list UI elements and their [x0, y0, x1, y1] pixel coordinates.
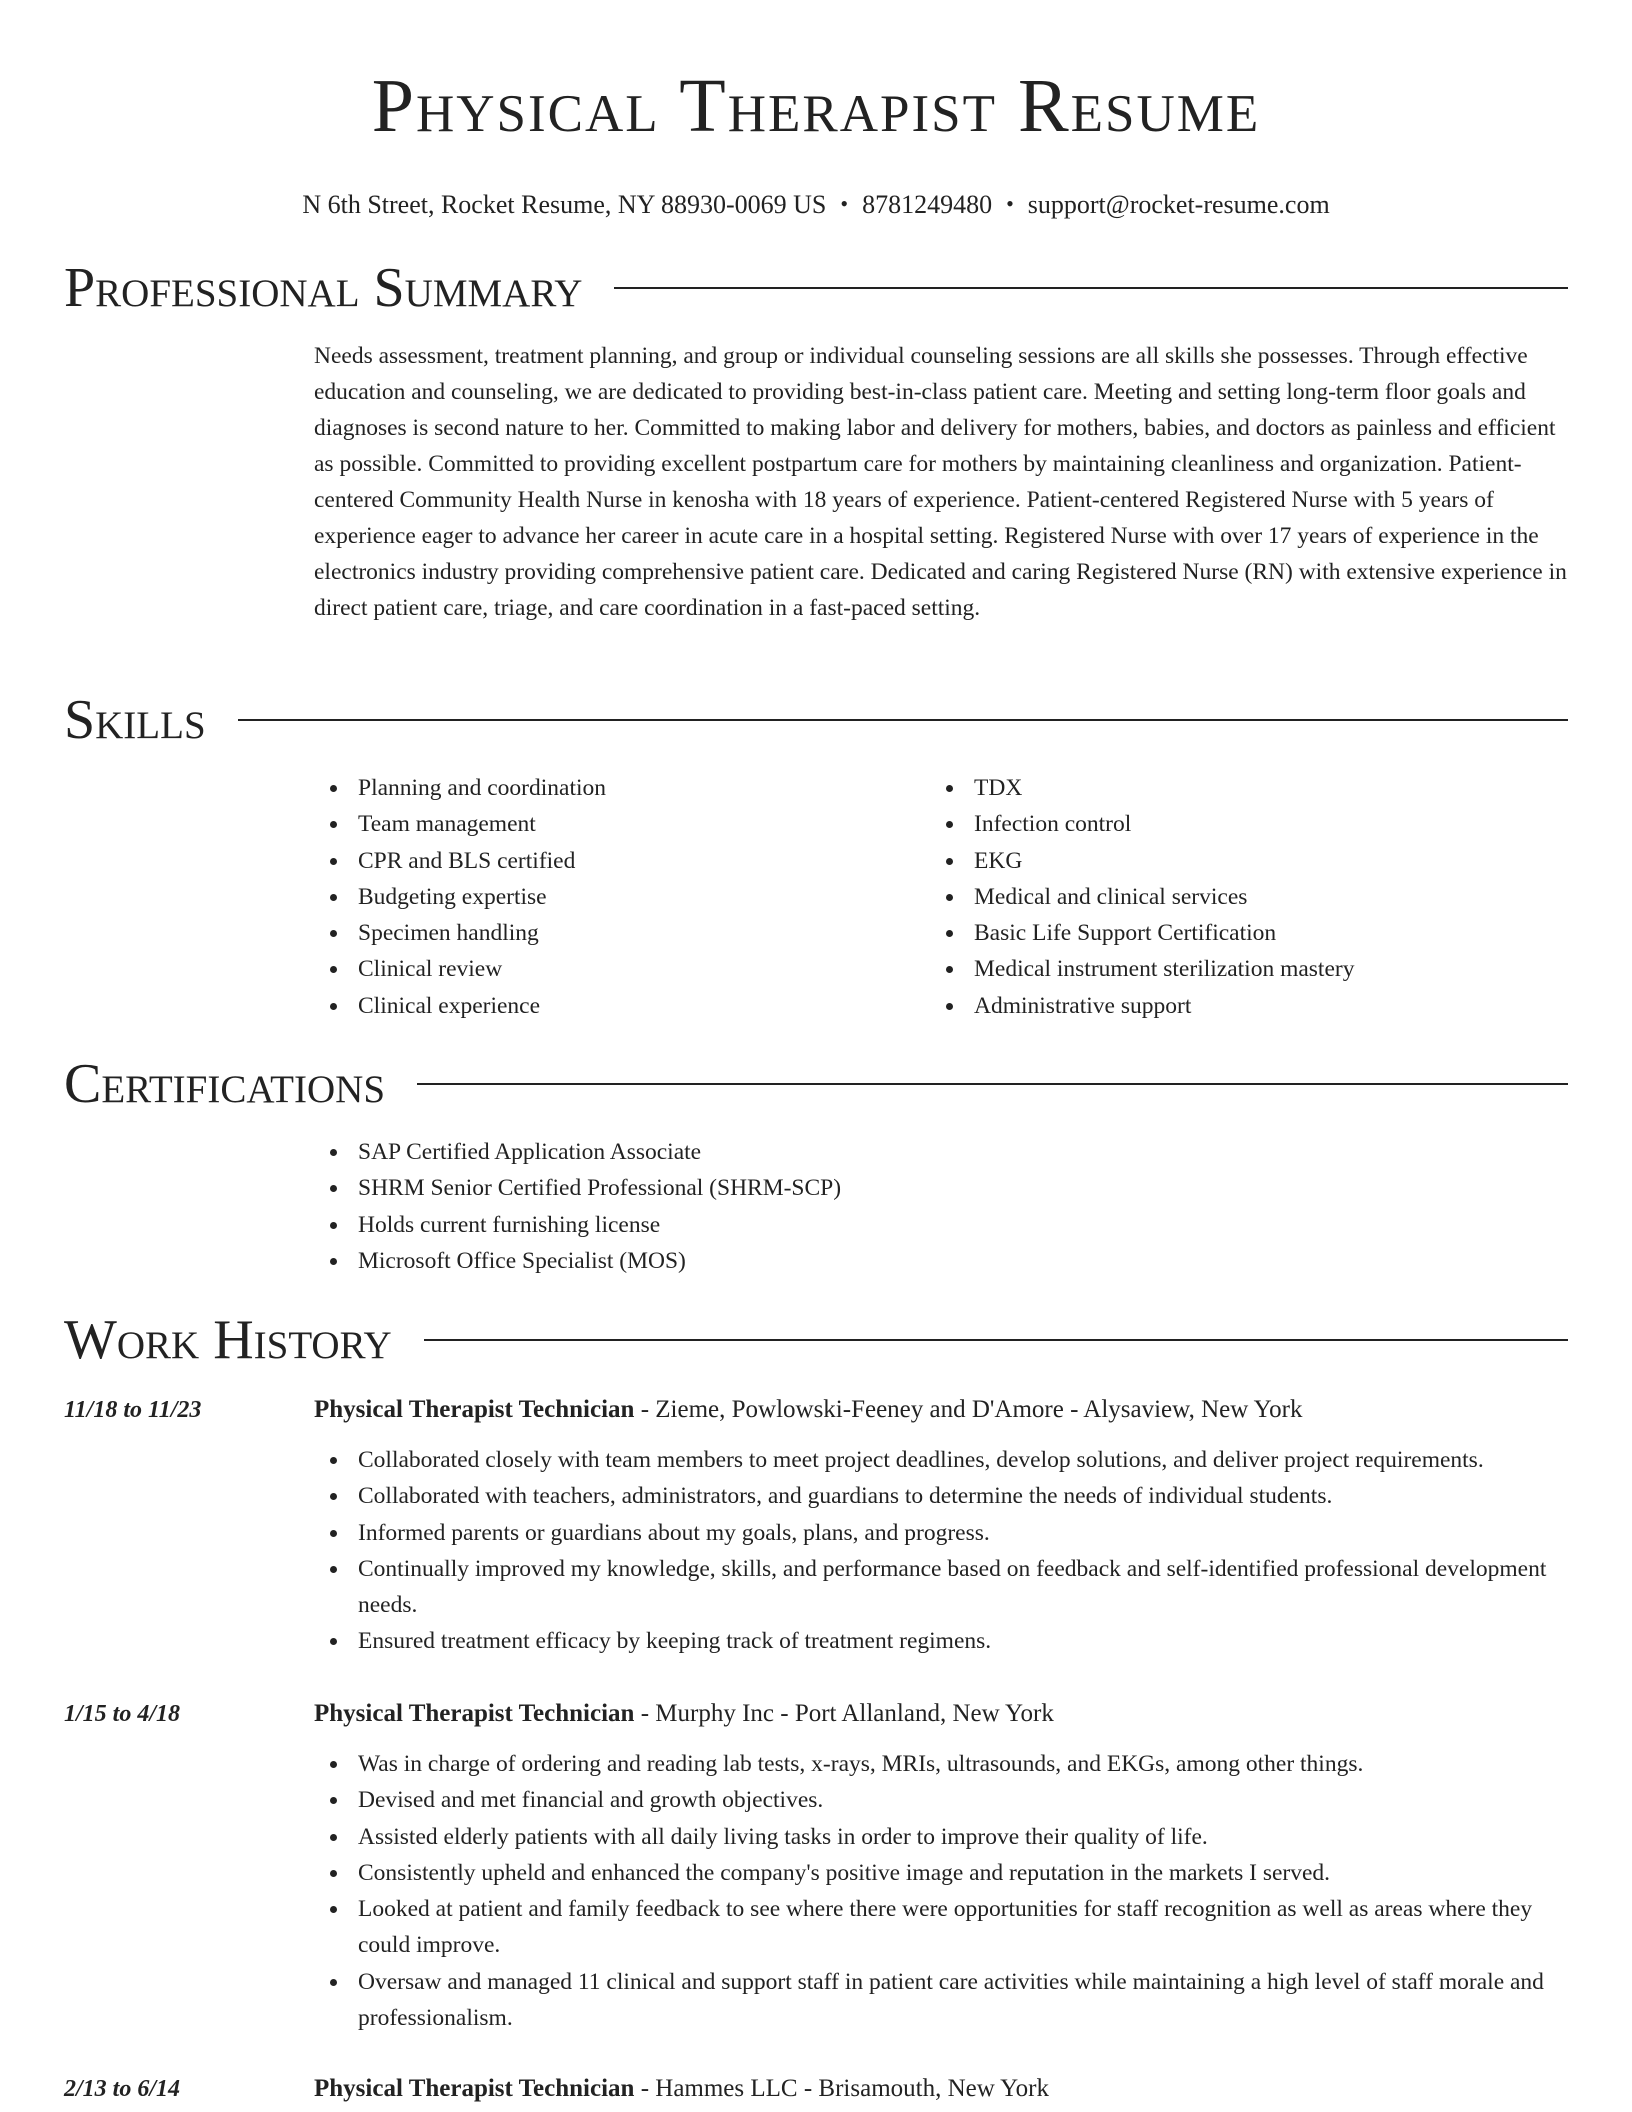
certification-item: SAP Certified Application Associate: [314, 1134, 1568, 1170]
skill-item: CPR and BLS certified: [314, 843, 874, 879]
certifications-heading-text: Certifications: [64, 1053, 386, 1115]
contact-separator: •: [1006, 191, 1014, 216]
job-bullet: Informed parents or guardians about my goals, plans, and progress.: [314, 1515, 1568, 1551]
contact-email: support@rocket-resume.com: [1027, 190, 1330, 219]
certifications-list: [314, 1134, 1568, 1279]
job-title-line: [314, 1392, 1568, 1428]
certification-item: Holds current furnishing license: [314, 1207, 1568, 1243]
contact-address: N 6th Street, Rocket Resume, NY 88930-0069 US: [302, 190, 827, 219]
job-bullet: Consistently upheld and enhanced the company's positive image and reputation in the markets I served.: [314, 1855, 1568, 1891]
section-divider: [614, 287, 1568, 289]
work-history-heading: [64, 1308, 1568, 1372]
job-bullet: Ensured treatment efficacy by keeping track of treatment regimens.: [314, 1623, 1568, 1659]
contact-phone: 8781249480: [862, 190, 993, 219]
job-employer: - Zieme, Powlowski-Feeney and D'Amore - Alysaview, New York: [634, 1396, 1303, 1423]
job-employer: - Hammes LLC - Brisamouth, New York: [634, 2075, 1049, 2102]
section-divider: [238, 719, 1568, 721]
skills-heading-text: Skills: [64, 689, 206, 751]
summary-heading: [64, 256, 1568, 320]
skill-item: Administrative support: [930, 988, 1550, 1024]
skill-item: Clinical experience: [314, 988, 874, 1024]
skill-item: Team management: [314, 806, 874, 842]
skill-item: Basic Life Support Certification: [930, 915, 1550, 951]
summary-heading-text: Professional Summary: [64, 257, 583, 319]
job-dates: 11/18 to 11/23: [64, 1397, 202, 1423]
skill-item: Medical and clinical services: [930, 879, 1550, 915]
skill-item: Medical instrument sterilization mastery: [930, 951, 1550, 987]
section-divider: [424, 1339, 1568, 1341]
certification-item: SHRM Senior Certified Professional (SHRM-SCP): [314, 1170, 1568, 1206]
skills-list-left: [314, 770, 874, 1024]
job-bullet: Collaborated closely with team members to meet project deadlines, develop solutions, and deliver project requirements.: [314, 1442, 1568, 1478]
job-bullet: Assisted elderly patients with all daily living tasks in order to improve their quality of life.: [314, 1819, 1568, 1855]
skills-list-right: [930, 770, 1550, 1024]
job-title: Physical Therapist Technician: [314, 1700, 635, 1727]
job-bullets: [314, 1442, 1568, 1660]
job-bullets: [314, 1746, 1568, 2036]
job-bullet: Was in charge of ordering and reading lab tests, x-rays, MRIs, ultrasounds, and EKGs, among other things.: [314, 1746, 1568, 1782]
skill-item: TDX: [930, 770, 1550, 806]
job-bullet: Continually improved my knowledge, skills, and performance based on feedback and self-identified professional development needs.: [314, 1551, 1568, 1624]
job-title-line: [314, 1696, 1568, 1732]
job-dates: 1/15 to 4/18: [64, 1701, 181, 1727]
skills-heading: [64, 688, 1568, 752]
job-bullet: Collaborated with teachers, administrators, and guardians to determine the needs of individual students.: [314, 1478, 1568, 1514]
resume-title: Physical Therapist Resume: [371, 64, 1261, 148]
job-bullet: Looked at patient and family feedback to see where there were opportunities for staff recognition as well as areas where they could improve.: [314, 1891, 1568, 1964]
skill-item: Clinical review: [314, 951, 874, 987]
job-employer: - Murphy Inc - Port Allanland, New York: [634, 1700, 1054, 1727]
job-bullet: Oversaw and managed 11 clinical and support staff in patient care activities while maintaining a high level of staff morale and professionalism.: [314, 1964, 1568, 2037]
work-history-heading-text: Work History: [64, 1309, 392, 1371]
contact-line: [0, 188, 1632, 223]
skill-item: Specimen handling: [314, 915, 874, 951]
summary-text: Needs assessment, treatment planning, and group or individual counseling sessions are all skills she possesses. Through effective education and counseling, we are dedicated to providing best-in-class patient care. Meeting and setting long-term floor goals and diagnoses is second nature to her. Committed to making labor and delivery for mothers, babies, and doctors as painless and efficient as possible. Committed to providing excellent postpartum care for mothers by maintaining cleanliness and organization. Patient-centered Community Health Nurse in kenosha with 18 years of experience. Patient-centered Registered Nurse with 5 years of experience eager to advance her career in acute care in a hospital setting. Registered Nurse with over 17 years of experience in the electronics industry providing comprehensive patient care. Dedicated and caring Registered Nurse (RN) with extensive experience in direct patient care, triage, and care coordination in a fast-paced setting.: [314, 343, 1567, 621]
job-bullet: Devised and met financial and growth objectives.: [314, 1782, 1568, 1818]
skill-item: Planning and coordination: [314, 770, 874, 806]
job-title: Physical Therapist Technician: [314, 2075, 635, 2102]
certifications-heading: [64, 1052, 1568, 1116]
skill-item: Budgeting expertise: [314, 879, 874, 915]
job-title: Physical Therapist Technician: [314, 1396, 635, 1423]
skill-item: Infection control: [930, 806, 1550, 842]
section-divider: [417, 1083, 1568, 1085]
certification-item: Microsoft Office Specialist (MOS): [314, 1243, 1568, 1279]
skill-item: EKG: [930, 843, 1550, 879]
job-title-line: [314, 2071, 1568, 2107]
contact-separator: •: [840, 191, 849, 216]
job-dates: 2/13 to 6/14: [64, 2076, 181, 2102]
